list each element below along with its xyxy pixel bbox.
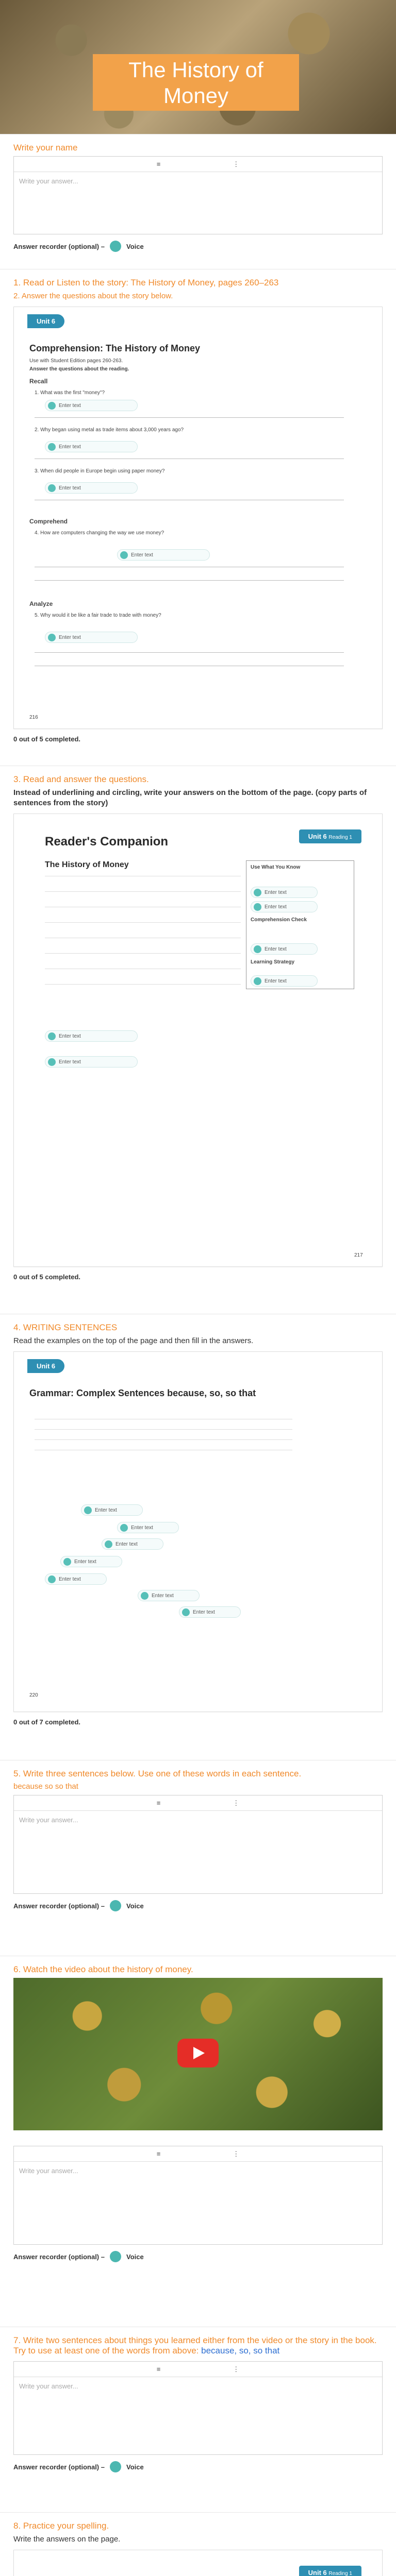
section-readers-companion: [0, 766, 396, 1314]
unit-tab: Unit 6: [27, 1359, 64, 1373]
section-3-title: 4. WRITING SENTENCES: [13, 1323, 118, 1332]
voice-record-button[interactable]: [110, 2461, 121, 2472]
progress-text: 0 out of 5 completed.: [13, 735, 81, 743]
section-6-title: 7. Write two sentences about things you learned either from the video or the story in the book. Try to use at least one of the words from above: because, so, so that: [13, 2335, 377, 2355]
worksheet-grammar: [13, 1351, 383, 1712]
video-input[interactable]: Write your answer...: [19, 2167, 78, 2175]
align-icon[interactable]: ≡: [156, 2365, 161, 2373]
answer-field-3[interactable]: Enter text: [45, 482, 138, 494]
unit-tab: Unit 6 Reading 1: [299, 2566, 361, 2576]
side-answer-1[interactable]: Enter text: [251, 887, 318, 898]
grammar-answer-6[interactable]: Enter text: [138, 1590, 200, 1601]
page-number: 220: [29, 1692, 38, 1698]
two-sentences-entry[interactable]: [13, 2361, 383, 2455]
section-3-sub: Read the examples on the top of the page and then fill in the answers.: [13, 1336, 254, 1345]
grammar-answer-7[interactable]: Enter text: [179, 1606, 241, 1618]
more-icon[interactable]: ⋮: [233, 160, 240, 168]
worksheet-comprehension: Unit 6 Comprehension: The History of Money Use with Student Edition pages 260-263. Answer the questions about the reading. Recall 1. What was the first "money"? Enter text 2. Why began using metal as trade items about 3,000 years ago? Enter text 3. When did people in Europe begin using paper money? Enter text Comprehend 4. How are computers changing the way we use money? Enter text Analyze 5. Why would it be like a fair trade to trade with money? Enter text 216: [13, 307, 383, 729]
section-7-title: 8. Practice your spelling.: [13, 2521, 109, 2531]
answer-recorder: Answer recorder (optional) – Voice: [13, 2461, 383, 2472]
name-title: Write your name: [13, 143, 78, 152]
answer-recorder: Answer recorder (optional) – Voice: [13, 241, 383, 252]
section-video: [0, 1956, 396, 2327]
section-1-title[interactable]: 1. Read or Listen to the story: The History of Money, pages 260–263: [13, 278, 279, 287]
title-line-1: The History of: [128, 58, 263, 82]
unit-tab: Unit 6: [27, 314, 64, 328]
two-sentences-input[interactable]: Write your answer...: [19, 2382, 78, 2390]
unit-tab: Unit 6 Reading 1: [299, 829, 361, 843]
bottom-answer-1[interactable]: Enter text: [45, 1030, 138, 1042]
page-title: [93, 54, 299, 111]
answer-field-4[interactable]: Enter text: [117, 549, 210, 561]
answer-field-1[interactable]: Enter text: [45, 400, 138, 411]
sentence-entry[interactable]: [13, 1795, 383, 1894]
section-7-sub: Write the answers on the page.: [13, 2535, 121, 2544]
more-icon[interactable]: ⋮: [233, 2365, 240, 2373]
worksheet-heading: Comprehension: The History of Money: [29, 343, 201, 353]
voice-record-button[interactable]: [110, 2251, 121, 2262]
more-icon[interactable]: ⋮: [233, 2149, 240, 2158]
align-icon[interactable]: ≡: [156, 160, 161, 168]
progress-text: 0 out of 5 completed.: [13, 1273, 81, 1281]
video-player[interactable]: [13, 1978, 383, 2130]
hero-banner: [0, 0, 396, 134]
entry-toolbar: [14, 2362, 382, 2377]
voice-record-button[interactable]: [110, 1900, 121, 1911]
grammar-answer-3[interactable]: Enter text: [102, 1538, 163, 1550]
video-entry[interactable]: [13, 2146, 383, 2245]
section-comprehension: [0, 269, 396, 766]
section-2-title: 3. Read and answer the questions.: [13, 774, 149, 784]
section-1-sub: 2. Answer the questions about the story below.: [13, 292, 173, 300]
section-grammar: [0, 1314, 396, 1760]
section-write-sentences: [0, 1760, 396, 1956]
align-icon[interactable]: ≡: [156, 1799, 161, 1807]
entry-toolbar: [14, 2146, 382, 2162]
grammar-answer-1[interactable]: Enter text: [81, 1504, 143, 1516]
side-answer-4[interactable]: Enter text: [251, 975, 318, 987]
grammar-answer-2[interactable]: Enter text: [117, 1522, 179, 1533]
story-heading: The History of Money: [45, 860, 129, 869]
section-two-sentences: [0, 2327, 396, 2512]
answer-field-2[interactable]: Enter text: [45, 441, 138, 452]
worksheet-heading: Reader's Companion: [45, 835, 169, 849]
section-spelling: [0, 2512, 396, 2576]
answer-recorder: Answer recorder (optional) – Voice: [13, 2251, 383, 2262]
answer-recorder: Answer recorder (optional) – Voice: [13, 1900, 383, 1911]
name-section: [0, 134, 396, 269]
answer-field-5[interactable]: Enter text: [45, 632, 138, 643]
play-icon[interactable]: [177, 2039, 219, 2067]
side-answer-3[interactable]: Enter text: [251, 943, 318, 955]
section-4-title: 5. Write three sentences below. Use one of these words in each sentence.: [13, 1769, 302, 1778]
page-number: 217: [354, 1252, 363, 1258]
title-line-2: Money: [163, 83, 229, 108]
progress-text: 0 out of 7 completed.: [13, 1718, 81, 1726]
entry-toolbar: [14, 157, 382, 172]
entry-toolbar: [14, 1795, 382, 1811]
section-2-sub: Instead of underlining and circling, write your answers on the bottom of the page. (copy parts of sentences from the story): [13, 788, 367, 807]
more-icon[interactable]: ⋮: [233, 1799, 240, 1807]
section-5-title: 6. Watch the video about the history of money.: [13, 1964, 193, 1974]
side-answer-2[interactable]: Enter text: [251, 901, 318, 912]
name-input[interactable]: Write your answer...: [19, 177, 78, 185]
worksheet-heading: Grammar: Complex Sentences because, so, so that: [29, 1388, 256, 1398]
sentence-input[interactable]: Write your answer...: [19, 1816, 78, 1824]
bottom-answer-2[interactable]: Enter text: [45, 1056, 138, 1067]
grammar-answer-5[interactable]: Enter text: [45, 1573, 107, 1585]
grammar-answer-4[interactable]: Enter text: [60, 1556, 122, 1567]
worksheet-readers-companion: [13, 814, 383, 1267]
page-number: 216: [29, 715, 38, 720]
align-icon[interactable]: ≡: [156, 2150, 161, 2158]
voice-record-button[interactable]: [110, 241, 121, 252]
word-list: because so so that: [13, 1782, 78, 1791]
side-panel: Use What You Know Enter text Enter text Comprehension Check Enter text Learning Strategy Enter text: [246, 860, 354, 989]
worksheet-spelling: [13, 2550, 383, 2576]
name-entry[interactable]: [13, 156, 383, 234]
